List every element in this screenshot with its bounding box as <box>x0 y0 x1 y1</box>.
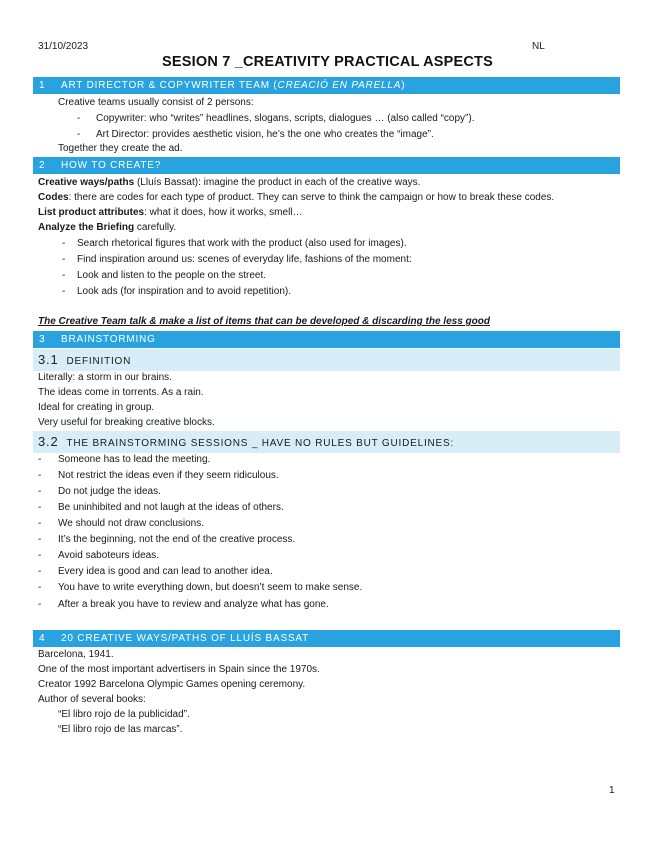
section-title: HOW TO CREATE? <box>61 160 162 171</box>
paragraph: Analyze the Briefing carefully. <box>38 222 177 233</box>
book-title: “El libro rojo de las marcas”. <box>58 724 183 735</box>
definition-line: The ideas come in torrents. As a rain. <box>38 387 204 398</box>
emphasis-note: The Creative Team talk & make a list of items that can be developed & discarding the less good <box>38 316 490 327</box>
section-number: 3 <box>39 334 46 345</box>
definition-line: Ideal for creating in group. <box>38 402 155 413</box>
section-1-intro: Creative teams usually consist of 2 persons: <box>58 97 254 108</box>
section-number: 1 <box>39 80 46 91</box>
list-item-text: Copywriter: who “writes” headlines, slogans, scripts, dialogues … (also called “copy”). <box>96 113 475 124</box>
subsection-3-2-heading <box>33 431 620 453</box>
bio-line: Author of several books: <box>38 694 146 705</box>
section-1-outro: Together they create the ad. <box>58 143 183 154</box>
section-2-heading <box>33 157 620 174</box>
definition-line: Very useful for breaking creative blocks. <box>38 417 215 428</box>
section-number: 4 <box>39 633 46 644</box>
subsection-3-1-heading <box>33 349 620 371</box>
bio-line: Barcelona, 1941. <box>38 649 114 660</box>
bio-line: One of the most important advertisers in Spain since the 1970s. <box>38 664 320 675</box>
subsection-title: THE BRAINSTORMING SESSIONS _ HAVE NO RULES BUT GUIDELINES: <box>66 438 455 449</box>
section-title-italic: CREACIÓ EN PARELLA <box>277 80 402 91</box>
definition-line: Literally: a storm in our brains. <box>38 372 172 383</box>
section-3-heading <box>33 331 620 348</box>
section-title-end: ) <box>401 80 406 91</box>
section-4-heading <box>33 630 620 647</box>
list-item-text: Art Director: provides aesthetic vision, he’s the one who creates the “image”. <box>96 129 434 140</box>
subsection-number: 3.1 <box>38 352 59 367</box>
book-title: “El libro rojo de la publicidad”. <box>58 709 190 720</box>
subsection-number: 3.2 <box>38 434 59 449</box>
section-title: ART DIRECTOR & COPYWRITER TEAM ( <box>61 80 278 91</box>
page-title: SESION 7 _CREATIVITY PRACTICAL ASPECTS <box>162 54 493 70</box>
section-title: 20 CREATIVE WAYS/PATHS OF LLUÍS BASSAT <box>61 633 310 644</box>
paragraph: Creative ways/paths (Lluís Bassat): imagine the product in each of the creative ways. <box>38 177 421 188</box>
paragraph: List product attributes: what it does, how it works, smell… <box>38 207 303 218</box>
page-number: 1 <box>609 785 615 796</box>
document-date: 31/10/2023 <box>38 41 89 52</box>
section-1-heading <box>33 77 620 94</box>
paragraph: Codes: there are codes for each type of product. They can serve to think the campaign or how to break these codes. <box>38 192 555 203</box>
subsection-title: DEFINITION <box>66 356 132 367</box>
section-title: BRAINSTORMING <box>61 334 156 345</box>
bio-line: Creator 1992 Barcelona Olympic Games opening ceremony. <box>38 679 306 690</box>
author-initials: NL <box>532 41 545 52</box>
section-number: 2 <box>39 160 46 171</box>
